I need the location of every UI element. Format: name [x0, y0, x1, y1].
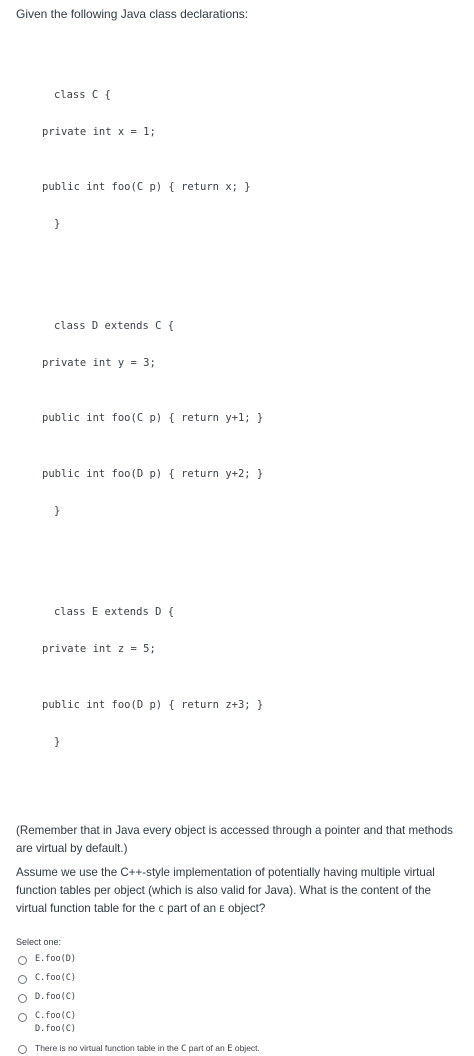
- question-text: [16, 864, 462, 919]
- class-d-header: class D extends C {: [53, 319, 175, 332]
- class-c-header: class C {: [53, 88, 111, 101]
- option-label: E.foo(D): [35, 953, 76, 964]
- class-c-line2: public int foo(C p) { return x; }: [42, 181, 251, 193]
- option-label: C.foo(C): [35, 972, 76, 983]
- option-2[interactable]: [16, 972, 462, 985]
- option-5[interactable]: [16, 1042, 462, 1056]
- question-text-part3: object?: [224, 901, 266, 915]
- option-3[interactable]: [16, 991, 462, 1004]
- class-c-block: [16, 67, 462, 252]
- radio-button[interactable]: [18, 975, 27, 984]
- option-5-part2: part of an: [186, 1042, 228, 1053]
- option-5-part3: object.: [232, 1042, 260, 1053]
- question-text-class-c: C: [158, 904, 164, 915]
- radio-button[interactable]: [18, 956, 27, 965]
- class-e-line2: public int foo(D p) { return z+3; }: [42, 698, 264, 711]
- option-4[interactable]: [16, 1010, 462, 1036]
- question-intro: Given the following Java class declarations:: [16, 7, 249, 21]
- option-5-part1: There is no virtual function table in the: [35, 1042, 181, 1053]
- option-label: [35, 1010, 76, 1036]
- answer-options: [16, 937, 462, 1056]
- remember-note: (Remember that in Java every object is accessed through a pointer and that methods are virtual by default.): [16, 823, 453, 855]
- class-e-close: }: [53, 735, 61, 748]
- class-c-close: }: [53, 218, 61, 230]
- radio-button[interactable]: [18, 1045, 27, 1054]
- question-text-part1: Assume we use the C++-style implementation of potentially having multiple virtual function tables per object (which is also valid for Java). What is the content of the virtual function table for the: [16, 865, 435, 915]
- class-c-line1: private int x = 1;: [42, 125, 156, 138]
- class-d-line3: public int foo(D p) { return y+2; }: [42, 467, 264, 480]
- option-1[interactable]: [16, 953, 462, 966]
- radio-button[interactable]: [18, 994, 27, 1003]
- class-d-line1: private int y = 3;: [42, 356, 156, 369]
- option-5-class-c: C: [181, 1043, 187, 1054]
- class-d-line2: public int foo(C p) { return y+1; }: [42, 412, 264, 424]
- question-text-class-e: E: [219, 904, 225, 915]
- option-5-class-e: E: [227, 1043, 233, 1054]
- class-e-header: class E extends D {: [53, 606, 175, 618]
- class-e-block: [16, 585, 462, 770]
- option-label-line2: D.foo(C): [35, 1023, 76, 1034]
- class-e-line1: private int z = 5;: [42, 643, 156, 655]
- radio-button[interactable]: [18, 1013, 27, 1022]
- question-text-part2: part of an: [163, 901, 220, 915]
- question-container: [16, 6, 462, 1056]
- option-label: D.foo(C): [35, 991, 76, 1002]
- class-d-close: }: [53, 504, 61, 517]
- option-label-line1: C.foo(C): [35, 1010, 76, 1021]
- code-block: [16, 30, 462, 816]
- option-label: [35, 1042, 260, 1056]
- class-d-block: [16, 298, 462, 539]
- select-one-label: Select one:: [16, 936, 62, 947]
